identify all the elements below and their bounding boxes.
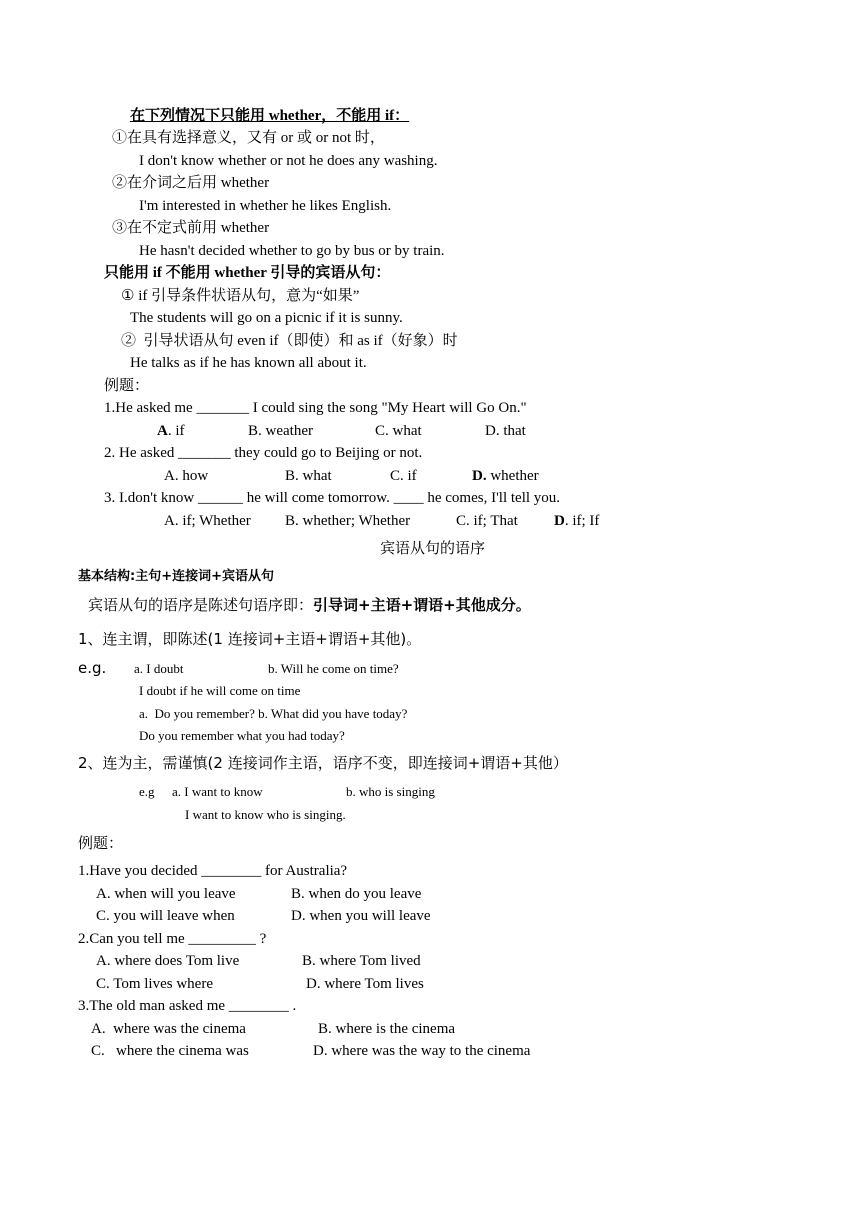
if-rule-1-example: The students will go on a picnic if it is sunny. — [130, 310, 403, 326]
question-stem: 3. I.don't know ______ he will come tomorrow. ____ he comes, I'll tell you. — [104, 490, 561, 506]
example-b: b. Will he come on time? — [268, 661, 399, 676]
option-b: B. where is the cinema — [318, 1021, 456, 1037]
rule-subject-connective: 2、连为主，需谨慎(2 连接词作主语，语序不变，即连接词+谓语+其他） — [78, 754, 568, 772]
question-stem: 2.Can you tell me _________ ? — [78, 931, 267, 947]
example-result: I want to know who is singing. — [185, 807, 346, 822]
example-result: Do you remember what you had today? — [139, 728, 345, 743]
question-stem: 2. He asked _______ they could go to Beijing or not. — [104, 445, 423, 461]
if-only-heading: 只能用 if 不能用 whether 引导的宾语从句： — [104, 265, 391, 281]
if-rule-2: ② 引导状语从句 even if（即使）和 as if（好象）时 — [121, 333, 458, 349]
option-c: C. where the cinema was — [91, 1043, 249, 1059]
question-stem: 1.Have you decided ________ for Australia? — [78, 863, 348, 879]
option-d: D. whether — [472, 468, 539, 484]
option-b: B. what — [285, 468, 332, 484]
option-a: A. when will you leave — [96, 886, 236, 902]
option-d: D. where Tom lives — [306, 976, 424, 992]
option-d: D. if; If — [554, 513, 600, 529]
rule-3-text: ③在不定式前用 whether — [112, 220, 270, 236]
option-b: B. whether; Whether — [285, 513, 411, 529]
rule-1-example: I don't know whether or not he does any washing. — [139, 153, 438, 169]
example-pair: a. Do you remember? b. What did you have today? — [139, 706, 408, 721]
section-title: 宾语从句的语序 — [380, 541, 486, 557]
option-b: B. when do you leave — [291, 886, 422, 902]
option-c: C. if — [390, 468, 417, 484]
example-a: a. I want to know — [172, 784, 263, 799]
option-d: D. that — [485, 423, 526, 439]
if-rule-1: ① if 引导条件状语从句，意为“如果” — [121, 288, 360, 304]
option-d: D. where was the way to the cinema — [313, 1043, 531, 1059]
rule-1-text: ①在具有选择意义，又有 or 或 or not 时， — [112, 130, 385, 146]
option-d: D. when you will leave — [291, 908, 431, 924]
word-order-intro: 宾语从句的语序是陈述句语序即：引导词+主语+谓语+其他成分。 — [88, 596, 531, 614]
rule-2-example: I'm interested in whether he likes English. — [139, 198, 392, 214]
examples-label: 例题： — [78, 834, 124, 852]
option-a: A. how — [164, 468, 209, 484]
if-rule-2-example: He talks as if he has known all about it. — [130, 355, 367, 371]
option-a: A. if — [157, 423, 185, 439]
option-a: A. where was the cinema — [91, 1021, 246, 1037]
option-c: C. what — [375, 423, 422, 439]
option-c: C. if; That — [456, 513, 518, 529]
eg-label: e.g. — [78, 659, 107, 677]
example-result: I doubt if he will come on time — [139, 683, 301, 698]
option-c: C. you will leave when — [96, 908, 235, 924]
basic-structure: 基本结构:主句+连接词+宾语从句 — [78, 569, 274, 584]
option-b: B. weather — [248, 423, 313, 439]
option-c: C. Tom lives where — [96, 976, 213, 992]
question-stem: 1.He asked me _______ I could sing the song "My Heart will Go On." — [104, 400, 527, 416]
eg-label: e.g — [139, 784, 155, 799]
whether-only-heading: 在下列情况下只能用 whether，不能用 if： — [130, 108, 410, 124]
option-a: A. if; Whether — [164, 513, 251, 529]
examples-label: 例题： — [104, 378, 150, 394]
option-a: A. where does Tom live — [96, 953, 240, 969]
question-stem: 3.The old man asked me ________ . — [78, 998, 297, 1014]
example-b: b. who is singing — [346, 784, 435, 799]
rule-3-example: He hasn't decided whether to go by bus or by train. — [139, 243, 445, 259]
rule-2-text: ②在介词之后用 whether — [112, 175, 270, 191]
rule-subject-predicate: 1、连主谓，即陈述(1 连接词+主语+谓语+其他)。 — [78, 630, 422, 648]
option-b: B. where Tom lived — [302, 953, 421, 969]
example-a: a. I doubt — [134, 661, 184, 676]
